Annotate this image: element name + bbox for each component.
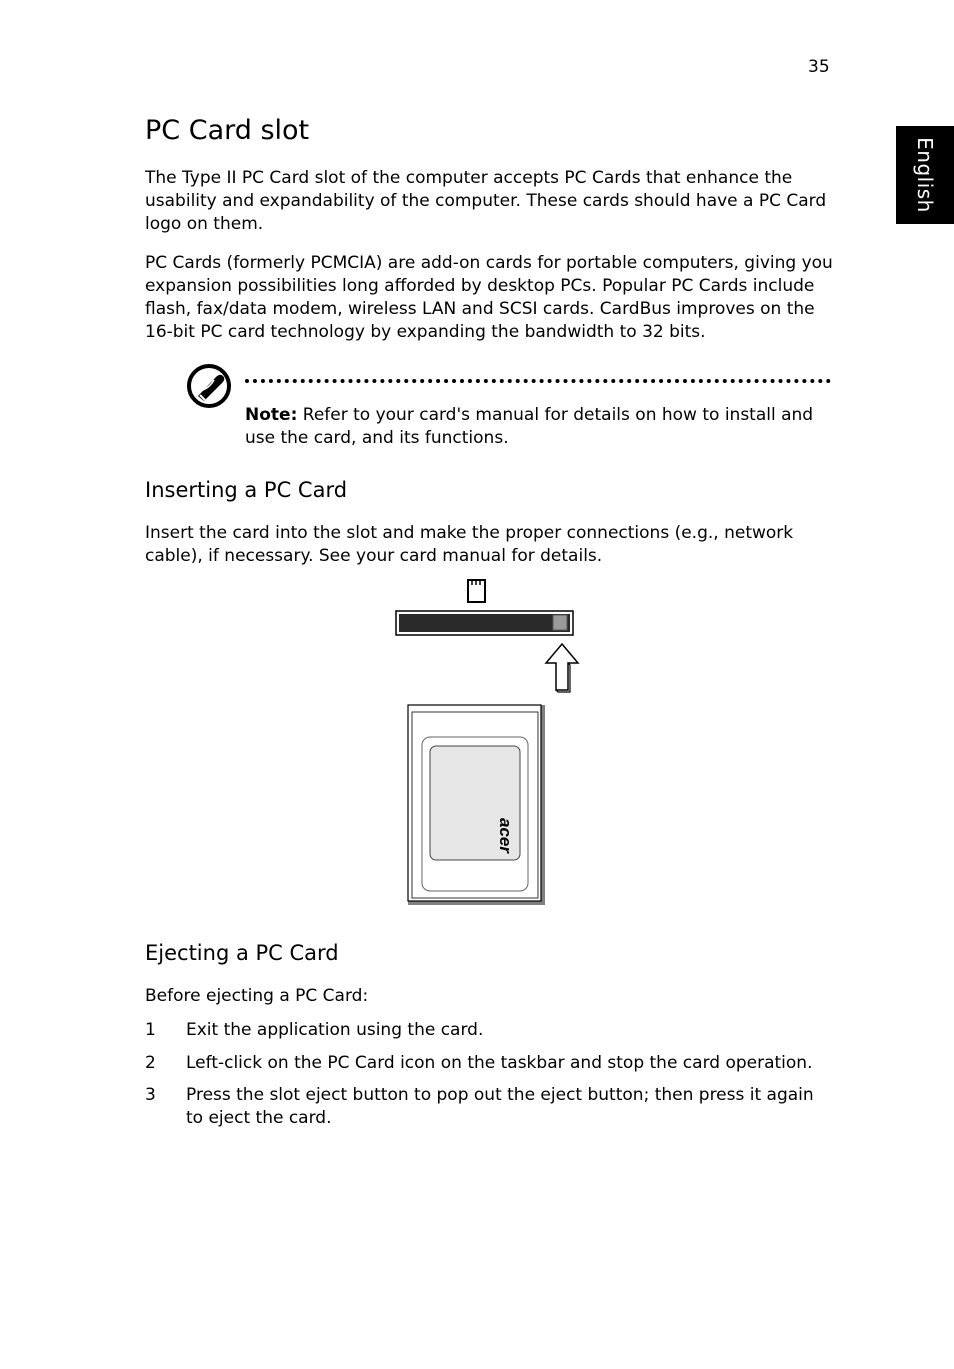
note-pen-icon [186, 363, 234, 409]
note-label: Note: [245, 405, 298, 425]
note-text [245, 404, 835, 450]
language-tab-label: English [913, 137, 937, 213]
step-text: Exit the application using the card. [186, 1020, 484, 1040]
step-text: Left-click on the PC Card icon on the taskbar and stop the card operation. [186, 1053, 813, 1073]
note-divider [245, 379, 831, 383]
step-number: 1 [145, 1020, 156, 1040]
page-title: PC Card slot [145, 115, 310, 146]
insert-arrow-icon [546, 644, 578, 692]
step-number: 2 [145, 1053, 156, 1073]
note-body: Refer to your card's manual for details on how to install and use the card, and its functions. [245, 405, 814, 448]
pc-card-slot-icon [468, 580, 485, 602]
step-text: Press the slot eject button to pop out the eject button; then press it again to eject the card. [186, 1085, 814, 1128]
page-number: 35 [808, 57, 830, 77]
intro-paragraph-1: The Type II PC Card slot of the computer accepts PC Cards that enhance the usability and expandability of the computer. These cards should have a PC Card logo on them. [145, 168, 827, 234]
ejecting-intro: Before ejecting a PC Card: [145, 986, 369, 1006]
inserting-heading: Inserting a PC Card [145, 478, 348, 502]
card-slot [396, 611, 573, 635]
pc-card [408, 705, 545, 905]
ejecting-heading: Ejecting a PC Card [145, 941, 339, 965]
step-number: 3 [145, 1085, 156, 1105]
inserting-text: Insert the card into the slot and make the proper connections (e.g., network cable), if necessary. See your card manual for details. [145, 523, 794, 566]
pc-card-insert-figure [390, 575, 580, 910]
intro-paragraph-2: PC Cards (formerly PCMCIA) are add-on cards for portable computers, giving you expansion possibilities long afforded by desktop PCs. Popular PC Cards include flash, fax/data modem, wireless LAN and SCSI cards. CardBus improves on the 16-bit PC card technology by expanding the bandwidth to 32 bits. [145, 253, 833, 342]
language-tab [896, 126, 954, 224]
card-logo: acer [496, 818, 515, 853]
